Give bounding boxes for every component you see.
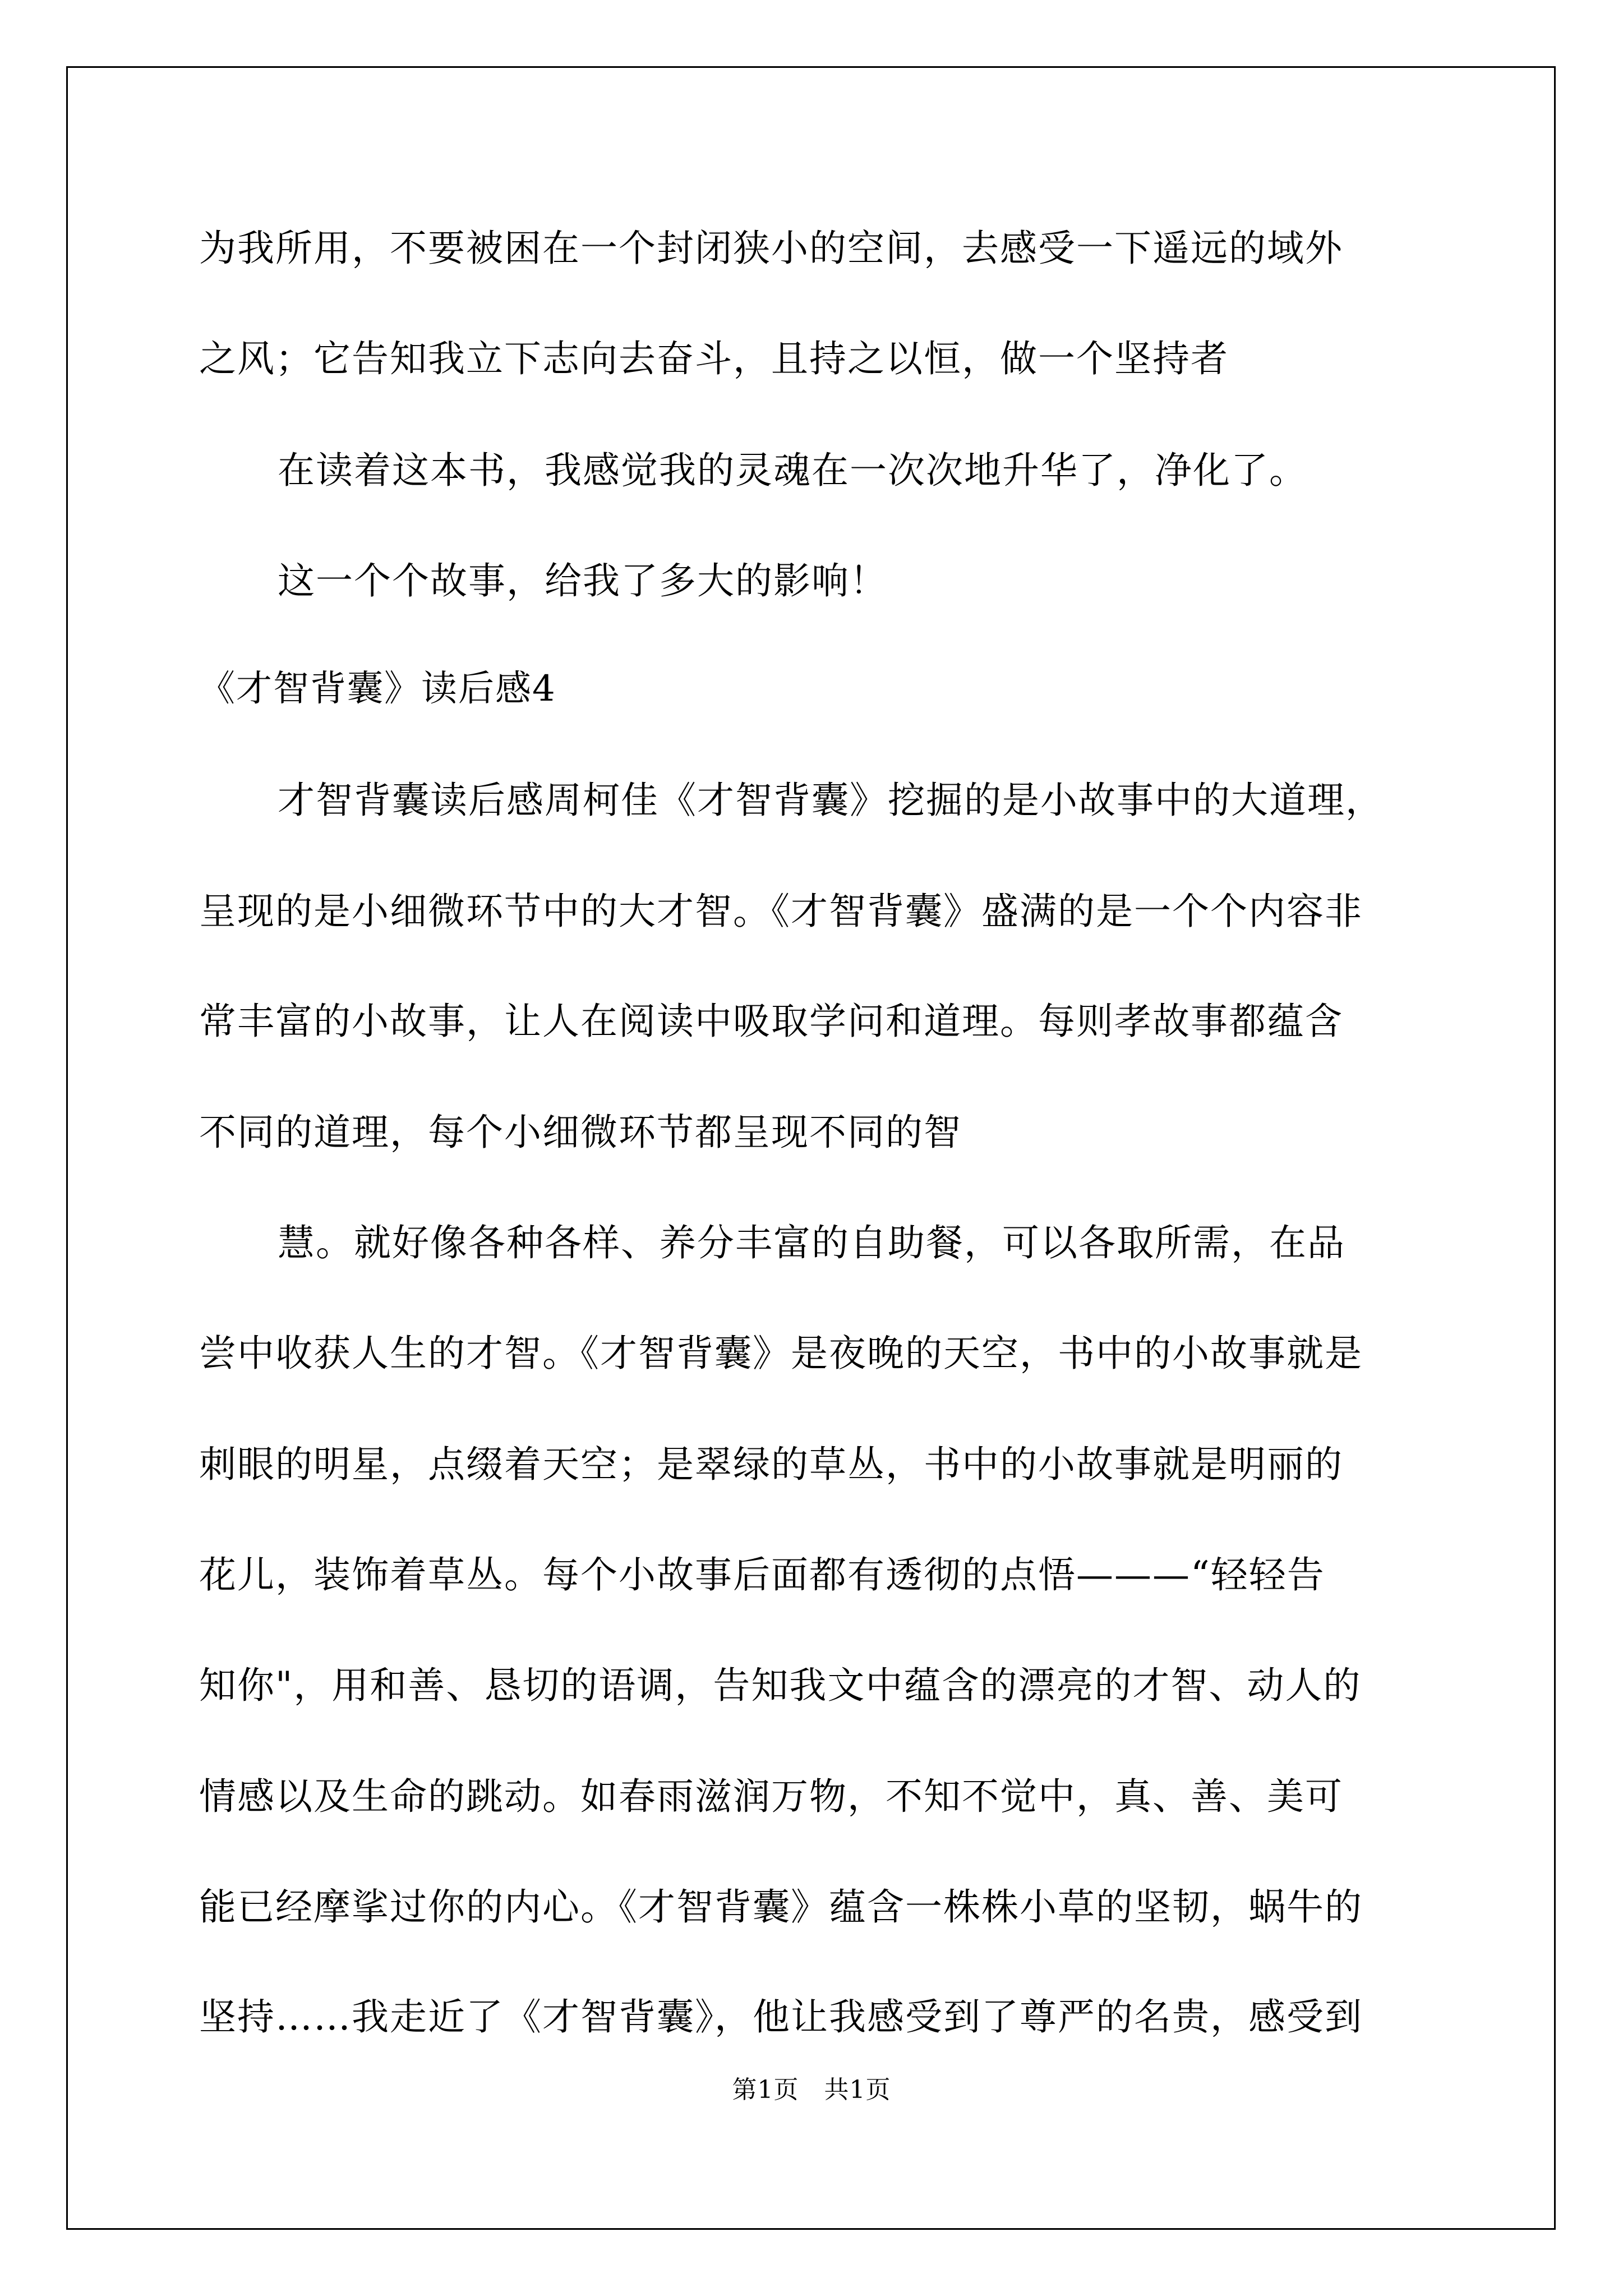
page-footer: 第1页 共1页 xyxy=(732,2076,891,2104)
paragraph-line: 常丰富的小故事，让人在阅读中吸取学问和道理。每则孝故事都蕴含 xyxy=(199,1000,1343,1043)
paragraph-line: 情感以及生命的跳动。如春雨滋润万物，不知不觉中，真、善、美可 xyxy=(199,1775,1343,1818)
paragraph-line: 能已经摩挲过你的内心。《才智背囊》蕴含一株株小草的坚韧，蜗牛的 xyxy=(199,1885,1363,1929)
section-heading: 《才智背囊》读后感4 xyxy=(199,668,556,710)
paragraph-line: 才智背囊读后感周柯佳《才智背囊》挖掘的是小故事中的大道理， xyxy=(278,779,1384,822)
paragraph-line: 不同的道理，每个小细微环节都呈现不同的智 xyxy=(199,1111,962,1154)
paragraph-line: 尝中收获人生的才智。《才智背囊》是夜晚的天空，书中的小故事就是 xyxy=(199,1332,1363,1375)
paragraph-line: 慧。就好像各种各样、养分丰富的自助餐，可以各取所需，在品 xyxy=(278,1221,1345,1264)
paragraph-line: 为我所用，不要被困在一个封闭狭小的空间，去感受一下遥远的域外 xyxy=(199,227,1343,270)
paragraph-line: 坚持……我走近了《才智背囊》，他让我感受到了尊严的名贵，感受到 xyxy=(199,1995,1363,2039)
paragraph-line: 花儿，装饰着草丛。每个小故事后面都有透彻的点悟———“轻轻告 xyxy=(199,1553,1325,1596)
paragraph-line: 在读着这本书，我感觉我的灵魂在一次次地升华了，净化了。 xyxy=(278,449,1307,492)
paragraph-line: 之风；它告知我立下志向去奋斗，且持之以恒，做一个坚持者 xyxy=(199,337,1229,380)
paragraph-line: 知你"，用和善、恳切的语调，告知我文中蕴含的漂亮的才智、动人的 xyxy=(199,1664,1362,1707)
paragraph-line: 这一个个故事，给我了多大的影响！ xyxy=(278,559,888,602)
paragraph-line: 刺眼的明星，点缀着天空；是翠绿的草丛，书中的小故事就是明丽的 xyxy=(199,1443,1343,1486)
paragraph-line: 呈现的是小细微环节中的大才智。《才智背囊》盛满的是一个个内容非 xyxy=(199,890,1363,933)
